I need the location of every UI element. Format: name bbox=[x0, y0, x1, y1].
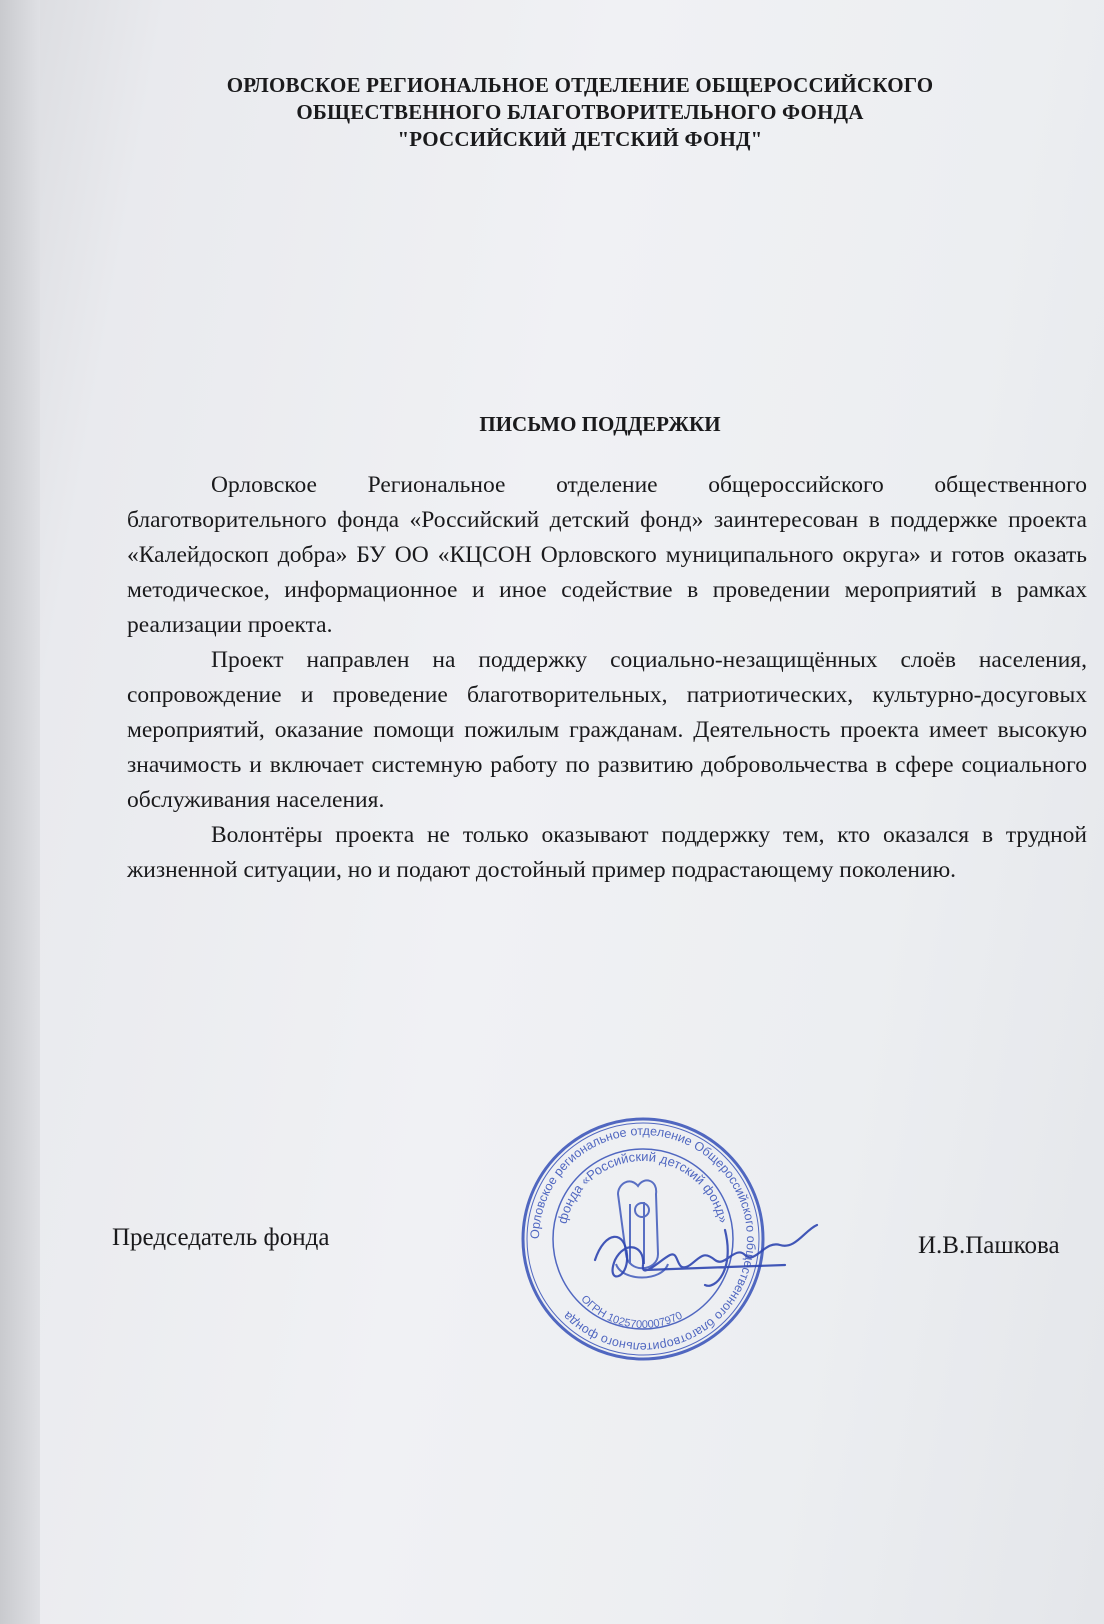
letter-title: ПИСЬМО ПОДДЕРЖКИ bbox=[479, 412, 721, 436]
stamp-outer-text: Орловское региональное отделение Общероссийского общественного благотворительного фонда bbox=[527, 1123, 759, 1355]
stamp-ogrn: ОГРН 1025700007970 bbox=[578, 1293, 685, 1332]
letter-body bbox=[127, 468, 1087, 888]
handwritten-signature bbox=[585, 1210, 825, 1300]
signatory-name: И.В.Пашкова bbox=[918, 1232, 1060, 1259]
signatory-role: Председатель фонда bbox=[112, 1224, 330, 1251]
paragraph-3: Волонтёры проекта не только оказывают поддержку тем, кто оказался в трудной жизненной ситуации, но и подают достойный пример подрастающему поколению. bbox=[127, 822, 1087, 883]
letterhead-line-3: "РОССИЙСКИЙ ДЕТСКИЙ ФОНД" bbox=[397, 127, 763, 151]
letterhead-line-2: ОБЩЕСТВЕННОГО БЛАГОТВОРИТЕЛЬНОГО ФОНДА bbox=[296, 100, 864, 124]
paragraph-2: Проект направлен на поддержку социально-незащищённых слоёв населения, сопровождение и проведение благотворительных, патриотических, культурно-досуговых мероприятий, оказание помощи пожилым гражданам. Деятельность проекта имеет высокую значимость и включает системную работу по развитию добровольчества в сфере социального обслуживания населения. bbox=[127, 647, 1087, 813]
letterhead-line-1: ОРЛОВСКОЕ РЕГИОНАЛЬНОЕ ОТДЕЛЕНИЕ ОБЩЕРОССИЙСКОГО bbox=[226, 73, 934, 97]
stamp-inner-text: фонда «Российский детский фонд» bbox=[554, 1148, 732, 1226]
paragraph-1: Орловское Региональное отделение общероссийского общественного благотворительного фонда «Российский детский фонд» заинтересован в поддержке проекта «Калейдоскоп добра» БУ ОО «КЦСОН Орловского муниципального округа» и готов оказать методическое, информационное и иное содействие в проведении мероприятий в рамках реализации проекта. bbox=[127, 472, 1087, 638]
page-shadow bbox=[0, 0, 40, 1624]
letterhead bbox=[180, 72, 980, 153]
